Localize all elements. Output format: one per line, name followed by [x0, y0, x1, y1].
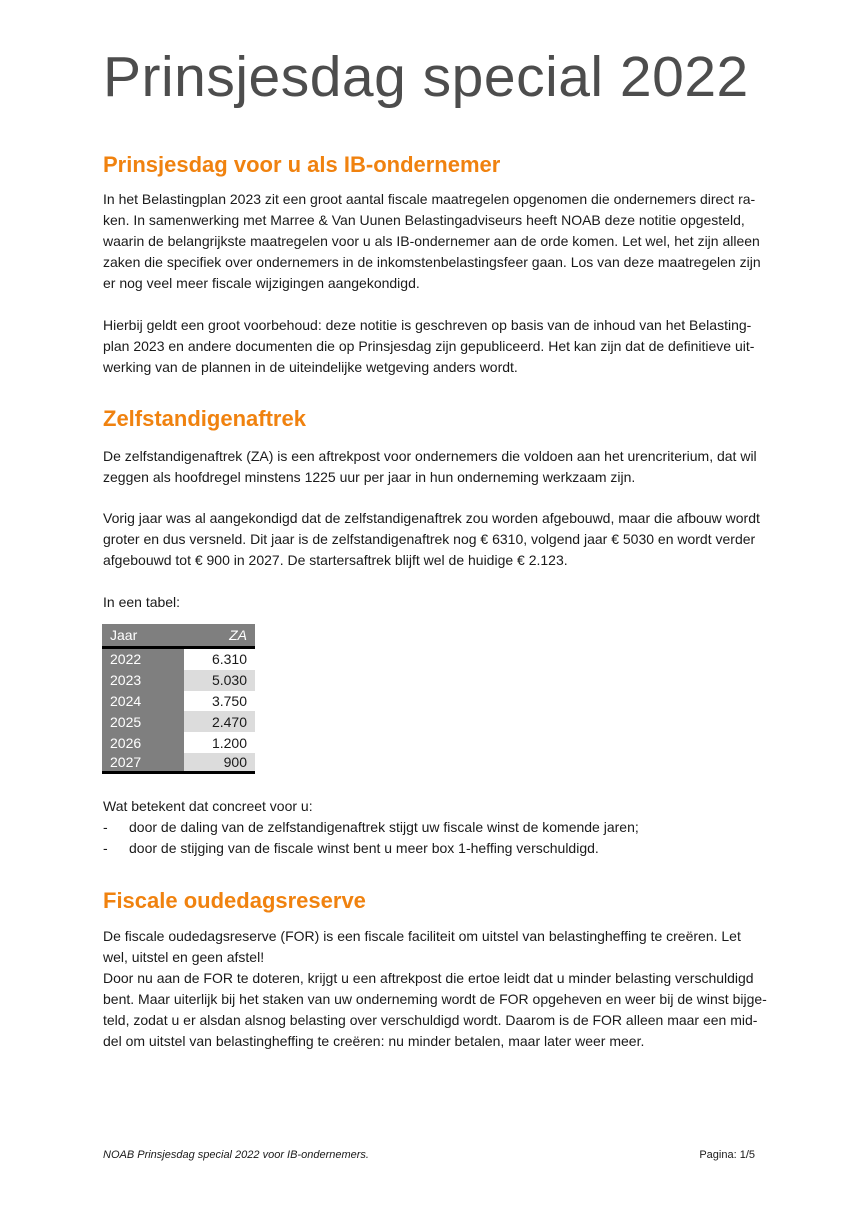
text-line: werking van de plannen in de uiteindelijke wetgeving anders wordt.: [103, 359, 518, 375]
section1-paragraph-1: [103, 189, 761, 294]
table-cell-za: 5.030: [184, 670, 255, 691]
section1-paragraph-2: [103, 315, 755, 378]
section-heading-zelfstandigenaftrek: Zelfstandigenaftrek: [103, 406, 306, 431]
table-cell-za: 1.200: [184, 732, 255, 753]
table-row: [102, 711, 255, 732]
text-line: De zelfstandigenaftrek (ZA) is een aftrekpost voor ondernemers die voldoen aan het urencriterium, dat wil: [103, 448, 757, 464]
after-table-text: Wat betekent dat concreet voor u:: [103, 798, 313, 814]
section2-paragraph-2: [103, 508, 760, 571]
bullet-marker: -: [103, 840, 108, 856]
text-line: zeggen als hoofdregel minstens 1225 uur per jaar in hun onderneming werkzaam zijn.: [103, 469, 636, 485]
table-cell-za: 6.310: [184, 648, 255, 670]
text-line: bent. Maar uiterlijk bij het staken van uw onderneming wordt de FOR opgeheven en weer bij de winst bijge-: [103, 991, 767, 1007]
table-header-za: ZA: [184, 624, 255, 648]
table-row: [102, 691, 255, 712]
section-heading-oudedagsreserve: Fiscale oudedagsreserve: [103, 888, 366, 913]
text-line: groter en dus versneld. Dit jaar is de zelfstandigenaftrek nog € 6310, volgend jaar € 5030 en wordt verder: [103, 531, 756, 547]
section-heading-ib-ondernemer: Prinsjesdag voor u als IB-ondernemer: [103, 152, 501, 177]
table-intro: In een tabel:: [103, 594, 181, 610]
table-header-jaar: Jaar: [102, 624, 184, 648]
page-title: Prinsjesdag special 2022: [103, 45, 749, 109]
table-cell-year: 2022: [102, 648, 184, 670]
bullet-item: [103, 817, 639, 838]
footer-page-number: Pagina: 1/5: [699, 1149, 755, 1161]
text-line: ken. In samenwerking met Marree & Van Uunen Belastingadviseurs heeft NOAB deze notitie opgesteld,: [103, 212, 745, 228]
section3-paragraph: [103, 926, 767, 1052]
text-line: Vorig jaar was al aangekondigd dat de zelfstandigenaftrek zou worden afgebouwd, maar die afbouw wordt: [103, 510, 760, 526]
table-cell-za: 900: [184, 753, 255, 773]
text-line: teld, zodat u er alsdan alsnog belasting over verschuldigd wordt. Daarom is de FOR alleen maar een mid-: [103, 1012, 758, 1028]
za-table: [102, 624, 255, 774]
table-cell-za: 2.470: [184, 711, 255, 732]
text-line: er nog veel meer fiscale wijzigingen aangekondigd.: [103, 275, 420, 291]
text-line: Door nu aan de FOR te doteren, krijgt u een aftrekpost die ertoe leidt dat u minder belasting verschuldigd: [103, 970, 754, 986]
table-row: [102, 732, 255, 753]
table-header-row: [102, 624, 255, 648]
text-line: del om uitstel van belastingheffing te creëren: nu minder betalen, maar later weer meer.: [103, 1033, 645, 1049]
table-cell-year: 2027: [102, 753, 184, 773]
table-row: [102, 753, 255, 773]
text-line: plan 2023 en andere documenten die op Prinsjesdag zijn gepubliceerd. Het kan zijn dat de definitieve uit-: [103, 338, 755, 354]
text-line: afgebouwd tot € 900 in 2027. De startersaftrek blijft wel de huidige € 2.123.: [103, 552, 568, 568]
section2-paragraph-1: [103, 446, 755, 488]
table-cell-za: 3.750: [184, 691, 255, 712]
table-row: [102, 648, 255, 670]
table-cell-year: 2024: [102, 691, 184, 712]
text-line: De fiscale oudedagsreserve (FOR) is een fiscale faciliteit om uitstel van belastingheffing te creëren. Let: [103, 928, 741, 944]
table-cell-year: 2023: [102, 670, 184, 691]
bullet-marker: -: [103, 819, 108, 835]
table-cell-year: 2025: [102, 711, 184, 732]
text-line: Hierbij geldt een groot voorbehoud: deze notitie is geschreven op basis van de inhoud van het Belasting-: [103, 317, 752, 333]
table-cell-year: 2026: [102, 732, 184, 753]
text-line: waarin de belangrijkste maatregelen voor u als IB-ondernemer aan de orde komen. Let wel, het zijn alleen: [103, 233, 760, 249]
bullet-text: door de daling van de zelfstandigenaftrek stijgt uw fiscale winst de komende jaren;: [129, 819, 639, 835]
table-row: [102, 670, 255, 691]
text-line: zaken die specifiek over ondernemers in de inkomstenbelastingsfeer gaan. Los van deze maatregelen zijn: [103, 254, 761, 270]
text-line: wel, uitstel en geen afstel!: [103, 949, 265, 965]
bullet-text: door de stijging van de fiscale winst bent u meer box 1-heffing verschuldigd.: [129, 840, 599, 856]
bullet-item: [103, 838, 599, 859]
footer-document-name: NOAB Prinsjesdag special 2022 voor IB-ondernemers.: [103, 1149, 369, 1161]
text-line: In het Belastingplan 2023 zit een groot aantal fiscale maatregelen opgenomen die ondernemers direct ra-: [103, 191, 756, 207]
